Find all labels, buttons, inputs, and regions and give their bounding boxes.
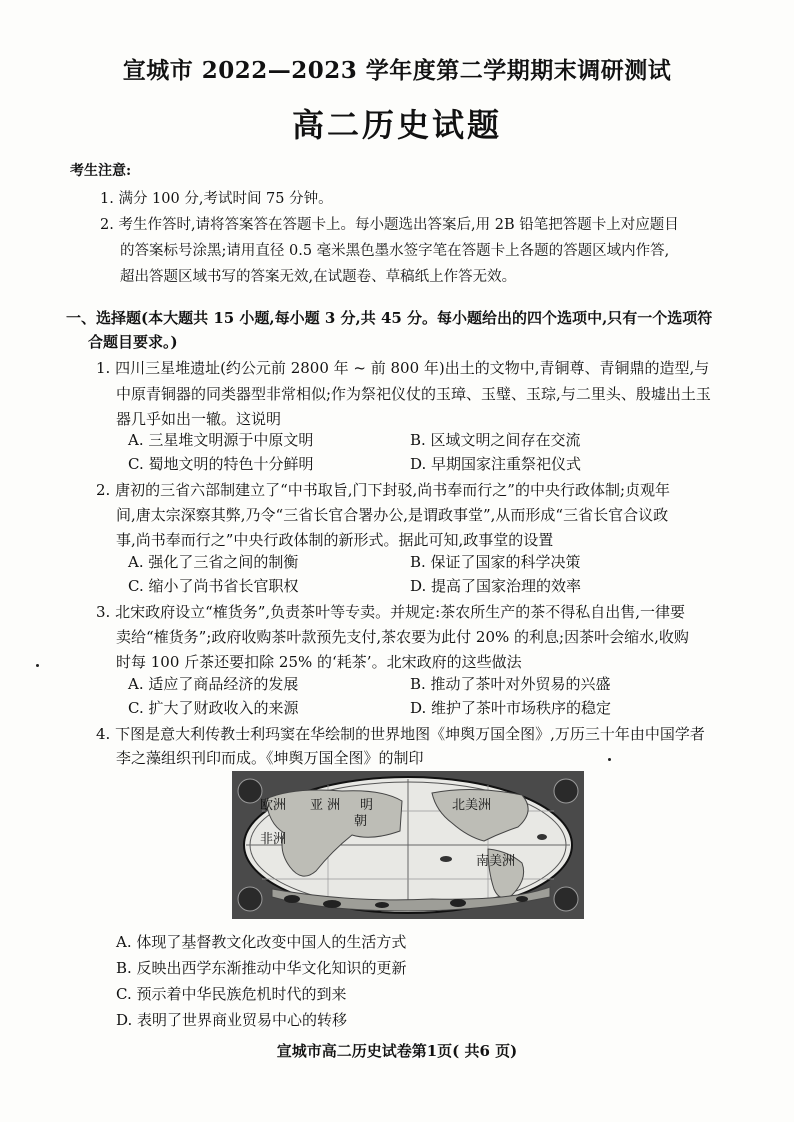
question-2-option-a: A. 强化了三省之间的制衡 [128,553,299,571]
question-1-option-b: B. 区域文明之间存在交流 [410,431,581,449]
question-1-option-d: D. 早期国家注重祭祀仪式 [410,455,582,473]
question-1-line-2: 中原青铜器的同类器型非常相似;作为祭祀仪仗的玉璋、玉璧、玉琮,与二里头、殷墟出土玉 [116,385,711,403]
question-4-option-d: D. 表明了世界商业贸易中心的转移 [116,1011,348,1029]
question-4-line-2: 李之藻组织刊印而成。《坤舆万国全图》的制印 [116,749,424,767]
question-2-option-b: B. 保证了国家的科学决策 [410,553,581,571]
notice-heading: 考生注意: [70,163,132,179]
question-4-option-a: A. 体现了基督教文化改变中国人的生活方式 [116,933,407,951]
question-2-option-d: D. 提高了国家治理的效率 [410,577,582,595]
section-heading-line-1: 一、选择题(本大题共 15 小题,每小题 3 分,共 45 分。每小题给出的四个选项中,只有一个选项符 [66,309,713,327]
kunyu-map-illustration [232,771,584,919]
question-1-option-a: A. 三星堆文明源于中原文明 [128,431,314,449]
map-label-south-america: 南美洲 [476,854,516,869]
map-label-africa: 非洲 [260,832,287,847]
question-1-line-1: 1. 四川三星堆遗址(约公元前 2800 年 ~ 前 800 年)出土的文物中,青铜尊、青铜鼎的造型,与 [96,359,710,377]
question-2-option-c: C. 缩小了尚书省长官职权 [128,577,299,595]
question-4-option-b: B. 反映出西学东渐推动中华文化知识的更新 [116,959,407,977]
page-footer: 宣城市高二历史试卷第1页( 共6 页) [276,1042,518,1060]
question-3-option-d: D. 维护了茶叶市场秩序的稳定 [410,699,612,717]
question-1-line-3: 器几乎如出一辙。这说明 [116,410,282,428]
scan-speck [36,664,39,667]
question-3-option-c: C. 扩大了财政收入的来源 [128,699,299,717]
notice-item-2-line-3: 超出答题区域书写的答案无效,在试题卷、草稿纸上作答无效。 [120,269,517,285]
question-3-option-b: B. 推动了茶叶对外贸易的兴盛 [410,675,611,693]
exam-title: 宣城市 2022—2023 学年度第二学期期末调研测试 [122,57,672,84]
question-2-line-1: 2. 唐初的三省六部制建立了“中书取旨,门下封驳,尚书奉而行之”的中央行政体制;贞观年 [96,481,671,499]
question-3-line-3: 时每 100 斤茶还要扣除 25% 的‘耗茶’。北宋政府的这些做法 [116,653,522,671]
map-label-north-america: 北美洲 [452,798,492,813]
section-heading [66,306,746,354]
scan-speck [608,758,611,761]
map-label-ming: 明 [360,798,374,813]
section-heading-line-2: 合题目要求。) [88,333,178,351]
world-map-figure [232,771,584,919]
exam-subtitle: 高二历史试题 [291,106,502,144]
map-label-europe: 欧洲 [260,798,287,813]
map-label-asia: 亚 洲 [310,798,341,813]
question-4-option-c: C. 预示着中华民族危机时代的到来 [116,985,347,1003]
map-label-chao: 朝 [354,814,368,829]
question-3-option-a: A. 适应了商品经济的发展 [128,675,299,693]
notice-item-2-line-1: 2. 考生作答时,请将答案答在答题卡上。每小题选出答案后,用 2B 铅笔把答题卡上对应题目 [100,217,679,233]
question-3-line-2: 卖给“榷货务”;政府收购茶叶款预先支付,茶农要为此付 20% 的利息;因茶叶会缩水,收购 [116,628,689,646]
question-2-line-3: 事,尚书奉而行之”中央行政体制的新形式。据此可知,政事堂的设置 [116,531,554,549]
question-2-line-2: 间,唐太宗深察其弊,乃令“三省长官合署办公,是谓政事堂”,从而形成“三省长官合议政 [116,506,669,524]
question-4-line-1: 4. 下图是意大利传教士利玛窦在华绘制的世界地图《坤舆万国全图》,万历三十年由中国学者 [96,725,705,743]
notice-item-2-line-2: 的答案标号涂黑;请用直径 0.5 毫米黑色墨水签字笔在答题卡上各题的答题区域内作答, [120,243,670,259]
question-3-line-1: 3. 北宋政府设立“榷货务”,负责茶叶等专卖。并规定:茶农所生产的茶不得私自出售,一律要 [96,603,686,621]
notice-item-1: 1. 满分 100 分,考试时间 75 分钟。 [100,191,333,207]
question-1-option-c: C. 蜀地文明的特色十分鲜明 [128,455,314,473]
